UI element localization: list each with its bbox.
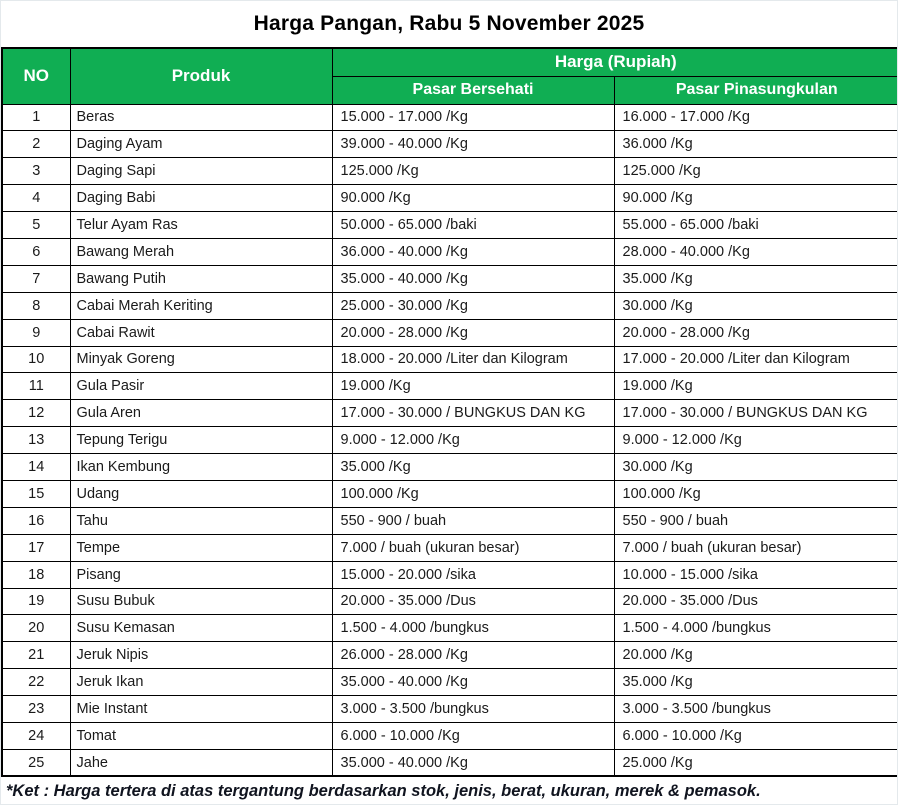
table-row — [2, 185, 898, 212]
row-number-cell: 5 — [2, 212, 70, 239]
product-cell: Ikan Kembung — [70, 454, 332, 481]
product-cell: Mie Instant — [70, 696, 332, 723]
row-number-cell: 21 — [2, 642, 70, 669]
product-cell: Daging Babi — [70, 185, 332, 212]
table-row — [2, 749, 898, 776]
price-pinasungkulan-cell: 17.000 - 30.000 / BUNGKUS DAN KG — [614, 400, 898, 427]
row-number-cell: 23 — [2, 696, 70, 723]
product-cell: Jeruk Ikan — [70, 669, 332, 696]
table-row — [2, 373, 898, 400]
row-number-cell: 20 — [2, 615, 70, 642]
product-cell: Tempe — [70, 534, 332, 561]
footnote: *Ket : Harga tertera di atas tergantung berdasarkan stok, jenis, berat, ukuran, merek & pemasok. — [1, 777, 897, 805]
price-pinasungkulan-cell: 36.000 /Kg — [614, 131, 898, 158]
product-cell: Gula Pasir — [70, 373, 332, 400]
row-number-cell: 11 — [2, 373, 70, 400]
product-cell: Daging Sapi — [70, 158, 332, 185]
row-number-cell: 22 — [2, 669, 70, 696]
price-bersehati-cell: 20.000 - 35.000 /Dus — [332, 588, 614, 615]
price-bersehati-cell: 18.000 - 20.000 /Liter dan Kilogram — [332, 346, 614, 373]
table-row — [2, 588, 898, 615]
table-row — [2, 212, 898, 239]
product-cell: Gula Aren — [70, 400, 332, 427]
table-row — [2, 722, 898, 749]
row-number-cell: 6 — [2, 238, 70, 265]
row-number-cell: 15 — [2, 480, 70, 507]
table-row — [2, 158, 898, 185]
table-row — [2, 427, 898, 454]
product-cell: Minyak Goreng — [70, 346, 332, 373]
price-pinasungkulan-cell: 1.500 - 4.000 /bungkus — [614, 615, 898, 642]
table-row — [2, 480, 898, 507]
column-header-pasar-pinasungkulan: Pasar Pinasungkulan — [614, 76, 898, 104]
table-row — [2, 561, 898, 588]
price-bersehati-cell: 9.000 - 12.000 /Kg — [332, 427, 614, 454]
price-pinasungkulan-cell: 90.000 /Kg — [614, 185, 898, 212]
price-pinasungkulan-cell: 100.000 /Kg — [614, 480, 898, 507]
price-bersehati-cell: 26.000 - 28.000 /Kg — [332, 642, 614, 669]
price-bersehati-cell: 15.000 - 20.000 /sika — [332, 561, 614, 588]
product-cell: Tomat — [70, 722, 332, 749]
price-pinasungkulan-cell: 3.000 - 3.500 /bungkus — [614, 696, 898, 723]
product-cell: Bawang Putih — [70, 265, 332, 292]
table-row — [2, 615, 898, 642]
price-pinasungkulan-cell: 35.000 /Kg — [614, 669, 898, 696]
price-pinasungkulan-cell: 30.000 /Kg — [614, 292, 898, 319]
row-number-cell: 4 — [2, 185, 70, 212]
price-bersehati-cell: 39.000 - 40.000 /Kg — [332, 131, 614, 158]
price-bersehati-cell: 25.000 - 30.000 /Kg — [332, 292, 614, 319]
product-cell: Cabai Merah Keriting — [70, 292, 332, 319]
price-bersehati-cell: 125.000 /Kg — [332, 158, 614, 185]
product-cell: Susu Bubuk — [70, 588, 332, 615]
price-pinasungkulan-cell: 10.000 - 15.000 /sika — [614, 561, 898, 588]
page-title: Harga Pangan, Rabu 5 November 2025 — [253, 12, 645, 35]
table-row — [2, 238, 898, 265]
price-pinasungkulan-cell: 9.000 - 12.000 /Kg — [614, 427, 898, 454]
price-table-header — [2, 48, 898, 104]
price-bersehati-cell: 15.000 - 17.000 /Kg — [332, 104, 614, 131]
table-row — [2, 507, 898, 534]
price-bersehati-cell: 35.000 - 40.000 /Kg — [332, 669, 614, 696]
product-cell: Udang — [70, 480, 332, 507]
price-pinasungkulan-cell: 25.000 /Kg — [614, 749, 898, 776]
price-pinasungkulan-cell: 550 - 900 / buah — [614, 507, 898, 534]
row-number-cell: 17 — [2, 534, 70, 561]
table-row — [2, 292, 898, 319]
row-number-cell: 12 — [2, 400, 70, 427]
price-bersehati-cell: 7.000 / buah (ukuran besar) — [332, 534, 614, 561]
table-row — [2, 696, 898, 723]
product-cell: Telur Ayam Ras — [70, 212, 332, 239]
column-header-no: NO — [2, 48, 70, 104]
price-pinasungkulan-cell: 19.000 /Kg — [614, 373, 898, 400]
product-cell: Daging Ayam — [70, 131, 332, 158]
product-cell: Jeruk Nipis — [70, 642, 332, 669]
price-bersehati-cell: 50.000 - 65.000 /baki — [332, 212, 614, 239]
price-bersehati-cell: 100.000 /Kg — [332, 480, 614, 507]
price-pinasungkulan-cell: 17.000 - 20.000 /Liter dan Kilogram — [614, 346, 898, 373]
price-bersehati-cell: 1.500 - 4.000 /bungkus — [332, 615, 614, 642]
row-number-cell: 18 — [2, 561, 70, 588]
row-number-cell: 3 — [2, 158, 70, 185]
price-pinasungkulan-cell: 16.000 - 17.000 /Kg — [614, 104, 898, 131]
price-pinasungkulan-cell: 28.000 - 40.000 /Kg — [614, 238, 898, 265]
table-row — [2, 346, 898, 373]
product-cell: Jahe — [70, 749, 332, 776]
price-bersehati-cell: 20.000 - 28.000 /Kg — [332, 319, 614, 346]
price-pinasungkulan-cell: 55.000 - 65.000 /baki — [614, 212, 898, 239]
row-number-cell: 9 — [2, 319, 70, 346]
row-number-cell: 1 — [2, 104, 70, 131]
product-cell: Pisang — [70, 561, 332, 588]
price-pinasungkulan-cell: 30.000 /Kg — [614, 454, 898, 481]
product-cell: Tepung Terigu — [70, 427, 332, 454]
row-number-cell: 8 — [2, 292, 70, 319]
price-bersehati-cell: 35.000 - 40.000 /Kg — [332, 749, 614, 776]
column-header-harga-group: Harga (Rupiah) — [332, 48, 898, 76]
price-table — [1, 47, 898, 777]
price-bersehati-cell: 6.000 - 10.000 /Kg — [332, 722, 614, 749]
price-bersehati-cell: 36.000 - 40.000 /Kg — [332, 238, 614, 265]
price-bersehati-cell: 35.000 /Kg — [332, 454, 614, 481]
row-number-cell: 24 — [2, 722, 70, 749]
row-number-cell: 2 — [2, 131, 70, 158]
price-bersehati-cell: 90.000 /Kg — [332, 185, 614, 212]
price-bersehati-cell: 19.000 /Kg — [332, 373, 614, 400]
price-pinasungkulan-cell: 125.000 /Kg — [614, 158, 898, 185]
product-cell: Susu Kemasan — [70, 615, 332, 642]
table-row — [2, 400, 898, 427]
price-pinasungkulan-cell: 7.000 / buah (ukuran besar) — [614, 534, 898, 561]
price-pinasungkulan-cell: 20.000 - 28.000 /Kg — [614, 319, 898, 346]
price-pinasungkulan-cell: 35.000 /Kg — [614, 265, 898, 292]
table-row — [2, 642, 898, 669]
price-bersehati-cell: 3.000 - 3.500 /bungkus — [332, 696, 614, 723]
product-cell: Beras — [70, 104, 332, 131]
price-pinasungkulan-cell: 20.000 - 35.000 /Dus — [614, 588, 898, 615]
product-cell: Tahu — [70, 507, 332, 534]
row-number-cell: 14 — [2, 454, 70, 481]
price-bersehati-cell: 17.000 - 30.000 / BUNGKUS DAN KG — [332, 400, 614, 427]
price-pinasungkulan-cell: 20.000 /Kg — [614, 642, 898, 669]
price-bersehati-cell: 550 - 900 / buah — [332, 507, 614, 534]
table-row — [2, 669, 898, 696]
row-number-cell: 7 — [2, 265, 70, 292]
table-row — [2, 104, 898, 131]
price-bersehati-cell: 35.000 - 40.000 /Kg — [332, 265, 614, 292]
row-number-cell: 16 — [2, 507, 70, 534]
column-header-pasar-bersehati: Pasar Bersehati — [332, 76, 614, 104]
table-row — [2, 265, 898, 292]
table-row — [2, 534, 898, 561]
price-pinasungkulan-cell: 6.000 - 10.000 /Kg — [614, 722, 898, 749]
price-table-body — [2, 104, 898, 776]
table-row — [2, 454, 898, 481]
column-header-produk: Produk — [70, 48, 332, 104]
table-row — [2, 131, 898, 158]
product-cell: Bawang Merah — [70, 238, 332, 265]
row-number-cell: 19 — [2, 588, 70, 615]
row-number-cell: 10 — [2, 346, 70, 373]
row-number-cell: 25 — [2, 749, 70, 776]
product-cell: Cabai Rawit — [70, 319, 332, 346]
row-number-cell: 13 — [2, 427, 70, 454]
table-row — [2, 319, 898, 346]
